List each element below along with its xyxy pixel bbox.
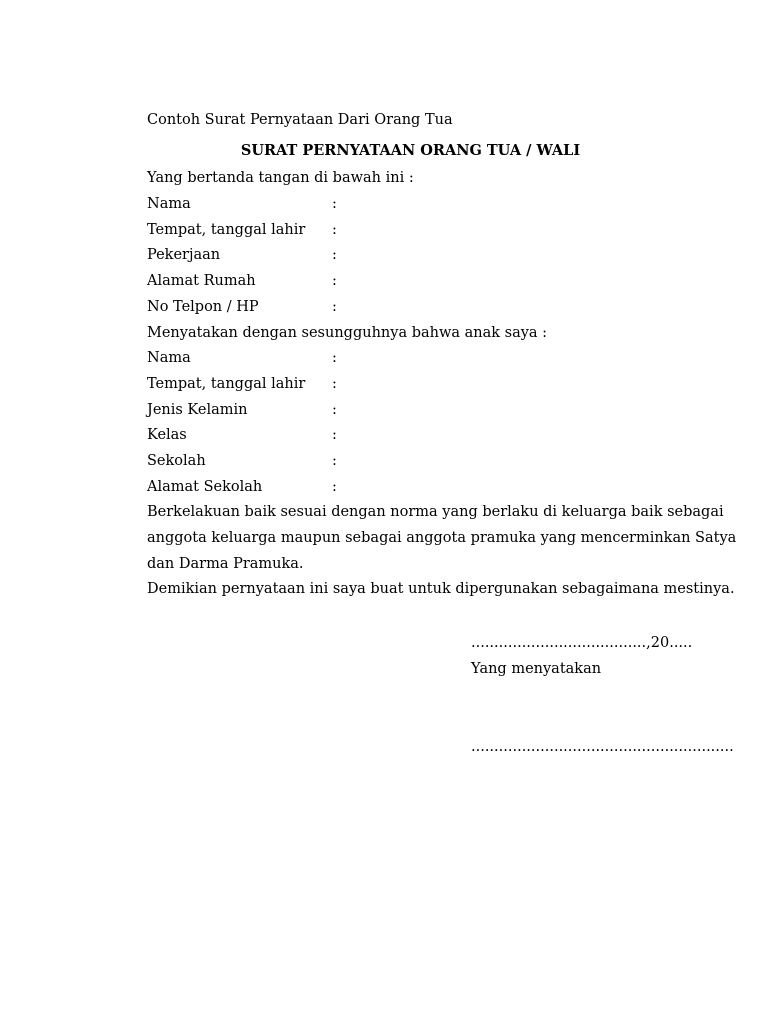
child-intro: Menyatakan dengan sesungguhnya bahwa anak saya : [147, 324, 548, 341]
field-colon: : [332, 247, 337, 264]
field-label: No Telpon / HP [147, 298, 259, 315]
field-label: Alamat Sekolah [147, 478, 263, 495]
field-label: Pekerjaan [147, 247, 221, 264]
parent-field-address [147, 269, 674, 295]
signature-space [471, 682, 731, 734]
field-label: Sekolah [147, 452, 206, 469]
field-label: Jenis Kelamin [147, 401, 248, 418]
child-field-class [147, 423, 674, 449]
parent-field-occupation [147, 243, 674, 269]
field-colon: : [332, 273, 337, 290]
field-label: Kelas [147, 427, 187, 444]
parent-field-phone [147, 295, 674, 321]
signature-block [471, 630, 734, 760]
letter-body [147, 108, 737, 603]
field-colon: : [332, 452, 337, 469]
field-colon: : [332, 375, 337, 392]
child-field-birth [147, 372, 674, 398]
parent-intro: Yang bertanda tangan di bawah ini : [147, 170, 414, 187]
statement-line-3: dan Darma Pramuka. [147, 555, 304, 572]
child-field-school-address [147, 475, 674, 501]
field-label: Nama [147, 350, 191, 367]
field-colon: : [332, 427, 337, 444]
field-label: Tempat, tanggal lahir [147, 375, 306, 392]
statement-line-1: Berkelakuan baik sesuai dengan norma yang berlaku di keluarga baik sebagai [147, 504, 724, 521]
document-caption: Contoh Surat Pernyataan Dari Orang Tua [147, 112, 453, 128]
statement-line-2: anggota keluarga maupun sebagai anggota pramuka yang mencerminkan Satya [147, 530, 737, 546]
child-field-name [147, 346, 674, 372]
field-colon: : [332, 196, 337, 213]
field-label: Nama [147, 196, 191, 213]
place-date-line: ......................................,20..... [471, 635, 693, 651]
signatory-name-line: ......................................................... [471, 739, 734, 755]
signatory-label: Yang menyatakan [471, 661, 602, 677]
field-colon: : [332, 478, 337, 495]
child-field-school [147, 449, 674, 475]
closing-statement: Demikian pernyataan ini saya buat untuk dipergunakan sebagaimana mestinya. [147, 581, 735, 598]
field-label: Tempat, tanggal lahir [147, 221, 306, 238]
field-colon: : [332, 298, 337, 315]
parent-field-birth [147, 218, 674, 244]
parent-field-name [147, 192, 674, 218]
field-colon: : [332, 401, 337, 418]
child-field-gender [147, 398, 674, 424]
document-title: SURAT PERNYATAAN ORANG TUA / WALI [240, 141, 581, 159]
field-colon: : [332, 350, 337, 367]
field-label: Alamat Rumah [147, 273, 256, 290]
field-colon: : [332, 221, 337, 238]
